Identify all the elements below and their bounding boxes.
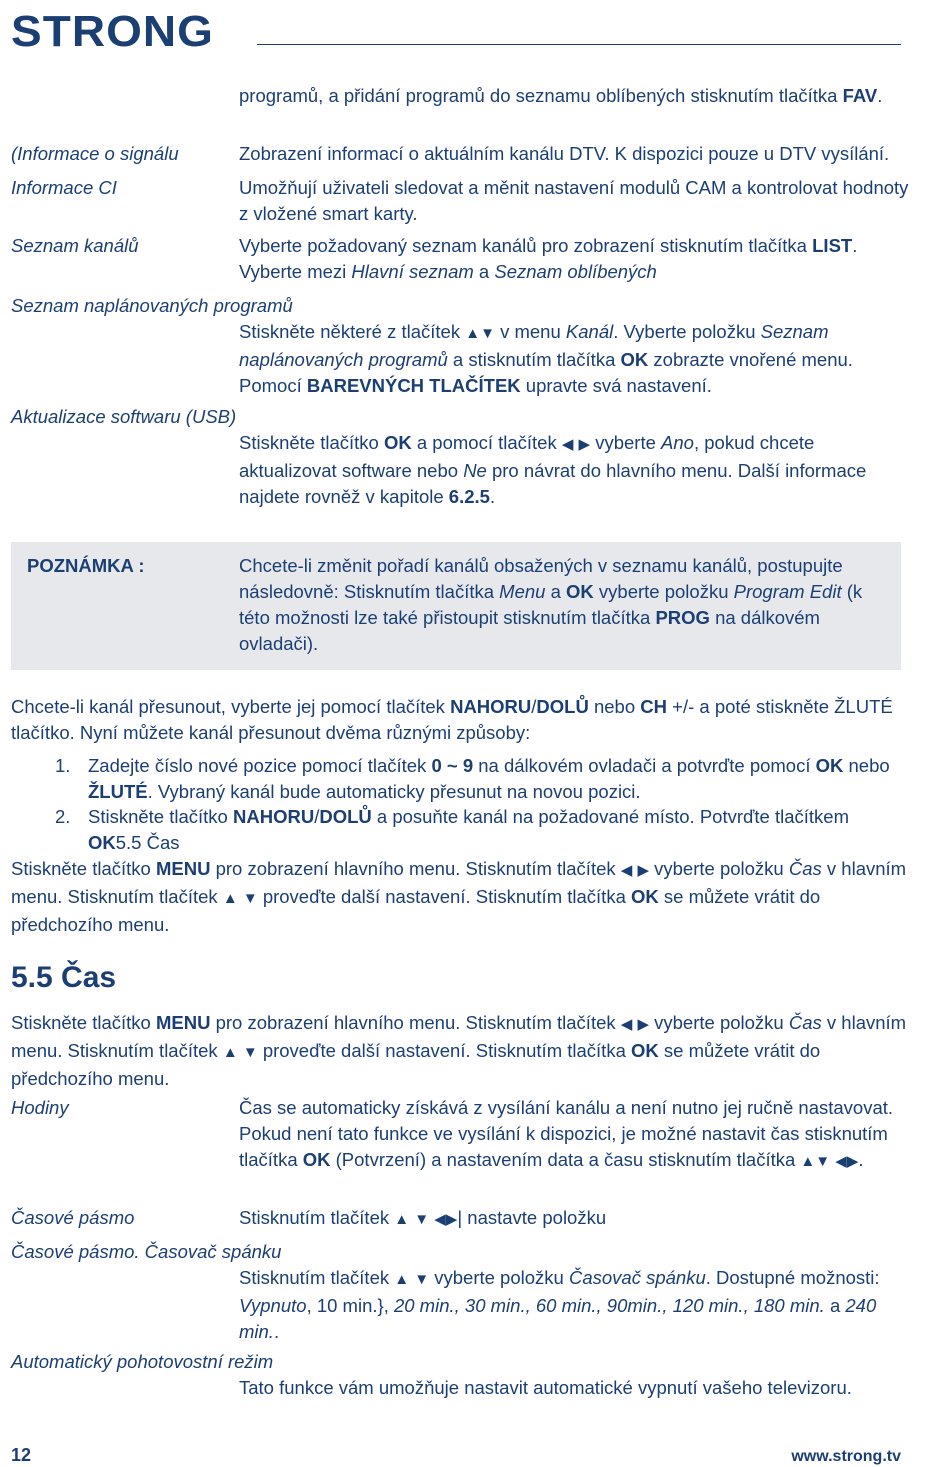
step-1-number: 1. bbox=[55, 755, 71, 776]
down-arrow-icon: ▼ bbox=[414, 1271, 430, 1288]
signal-info-desc: Zobrazení informací o aktuálním kanálu DTV. K dispozici pouze u DTV vysílání. bbox=[239, 143, 890, 164]
scheduled-programs-label: Seznam naplánovaných programů bbox=[11, 295, 293, 316]
channel-list-label: Seznam kanálů bbox=[11, 235, 139, 256]
step-2-text: Stiskněte tlačítko NAHORU/DOLŮ a posuňte kanál na požadované místo. Potvrďte tlačítkem OK5.5 Čas bbox=[88, 806, 849, 853]
software-update-desc: Stiskněte tlačítko OK a pomocí tlačítek ◀ ▶ vyberte Ano, pokud chcete aktualizovat software nebo Ne pro návrat do hlavního menu. Další informace najdete rovněž v kapitole 6.2.5. bbox=[239, 432, 867, 507]
sleep-timer-desc: Stisknutím tlačítek ▲ ▼ vyberte položku Časovač spánku. Dostupné možnosti: Vypnuto, 10 min.}, 20 min., 30 min., 60 min., 90min., 120 min., 180 min. a 240 min.. bbox=[239, 1267, 880, 1342]
website-link[interactable]: www.strong.tv bbox=[791, 1448, 901, 1465]
left-arrow-icon: ◀ bbox=[561, 436, 574, 453]
section-heading: 5.5 Čas bbox=[11, 961, 117, 994]
left-arrow-icon: ◀ bbox=[835, 1153, 847, 1170]
sleep-timer-label: Časové pásmo. Časovač spánku bbox=[11, 1241, 282, 1262]
left-arrow-icon: ◀ bbox=[620, 1016, 633, 1033]
clock-label: Hodiny bbox=[11, 1097, 69, 1118]
channel-list-desc: Vyberte požadovaný seznam kanálů pro zobrazení stisknutím tlačítka LIST. Vyberte mezi Hlavní seznam a Seznam oblíbených bbox=[239, 235, 858, 282]
page-number: 12 bbox=[11, 1445, 32, 1465]
up-arrow-icon: ▲ bbox=[465, 325, 481, 342]
note-label: POZNÁMKA : bbox=[27, 555, 145, 576]
scheduled-programs-desc: Stiskněte některé z tlačítek ▲▼ v menu Kanál. Vyberte položku Seznam naplánovaných programů a stisknutím tlačítka OK zobrazte vnořené menu. Pomocí BAREVNÝCH TLAČÍTEK upravte svá nastavení. bbox=[239, 321, 853, 396]
svg-text:STRONG: STRONG bbox=[11, 8, 214, 52]
down-arrow-icon: ▼ bbox=[480, 325, 495, 342]
ci-info-desc: Umožňují uživateli sledovat a měnit nastavení modulů CAM a kontrolovat hodnoty z vložené smart karty. bbox=[239, 177, 909, 224]
down-arrow-icon: ▼ bbox=[815, 1153, 831, 1170]
ci-info-label: Informace CI bbox=[11, 177, 117, 198]
up-arrow-icon: ▲ bbox=[394, 1271, 410, 1288]
software-update-label: Aktualizace softwaru (USB) bbox=[11, 406, 237, 427]
up-arrow-icon: ▲ bbox=[394, 1211, 410, 1228]
right-arrow-icon: ▶ bbox=[578, 436, 591, 453]
clock-desc: Čas se automaticky získává z vysílání kanálu a není nutno jej ručně nastavovat. Pokud není tato funkce ve vysílání k dispozici, je možné nastavit čas stisknutím tlačítka OK (Potvrzení) a nastavením data a času stisknutím tlačítka ▲▼ ◀▶. bbox=[239, 1097, 894, 1170]
left-arrow-icon: ◀ bbox=[434, 1211, 446, 1228]
right-arrow-icon: ▶ bbox=[846, 1153, 859, 1170]
note-text: Chcete-li změnit pořadí kanálů obsažených v seznamu kanálů, postupujte následovně: Stisknutím tlačítka Menu a OK vyberte položku Program Edit (k této možnosti lze také přistoupit stisknutím tlačítka PROG na dálkovém ovladači). bbox=[239, 555, 863, 654]
time-zone-desc: Stisknutím tlačítek ▲ ▼ ◀▶| nastavte položku bbox=[239, 1207, 607, 1228]
intro-continuation: programů, a přidání programů do seznamu oblíbených stisknutím tlačítka FAV. bbox=[239, 85, 883, 106]
up-arrow-icon: ▲ bbox=[222, 890, 238, 907]
auto-standby-desc: Tato funkce vám umožňuje nastavit automatické vypnutí vašeho televizoru. bbox=[239, 1377, 852, 1398]
step-2-number: 2. bbox=[55, 806, 71, 827]
time-zone-label: Časové pásmo bbox=[11, 1207, 135, 1228]
down-arrow-icon: ▼ bbox=[414, 1211, 430, 1228]
strong-logo bbox=[11, 8, 216, 52]
step-1-text: Zadejte číslo nové pozice pomocí tlačítek 0 ~ 9 na dálkovém ovladači a potvrďte pomocí OK nebo ŽLUTÉ. Vybraný kanál bude automaticky přesunut na novou pozici. bbox=[88, 755, 890, 802]
header-rule bbox=[257, 44, 901, 45]
down-arrow-icon: ▼ bbox=[242, 1044, 258, 1061]
time-intro-paragraph-1: Stiskněte tlačítko MENU pro zobrazení hlavního menu. Stisknutím tlačítek ◀ ▶ vyberte položku Čas v hlavním menu. Stisknutím tlačítek ▲ ▼ proveďte další nastavení. Stisknutím tlačítka OK se můžete vrátit do předchozího menu. bbox=[11, 858, 907, 935]
right-arrow-icon: ▶ bbox=[637, 1016, 649, 1033]
down-arrow-icon: ▼ bbox=[242, 890, 258, 907]
up-arrow-icon: ▲ bbox=[800, 1153, 816, 1170]
signal-info-label: (Informace o signálu bbox=[11, 143, 179, 164]
up-arrow-icon: ▲ bbox=[222, 1044, 238, 1061]
time-intro-paragraph-2: Stiskněte tlačítko MENU pro zobrazení hlavního menu. Stisknutím tlačítek ◀ ▶ vyberte položku Čas v hlavním menu. Stisknutím tlačítek ▲ ▼ proveďte další nastavení. Stisknutím tlačítka OK se můžete vrátit do předchozího menu. bbox=[11, 1012, 907, 1089]
left-arrow-icon: ◀ bbox=[620, 862, 633, 879]
right-arrow-icon: ▶ bbox=[637, 862, 649, 879]
right-arrow-icon: ▶ bbox=[445, 1211, 458, 1228]
move-channel-paragraph: Chcete-li kanál přesunout, vyberte jej pomocí tlačítek NAHORU/DOLŮ nebo CH +/- a poté stiskněte ŽLUTÉ tlačítko. Nyní můžete kanál přesunout dvěma různými způsoby: bbox=[11, 696, 893, 743]
auto-standby-label: Automatický pohotovostní režim bbox=[11, 1351, 274, 1372]
